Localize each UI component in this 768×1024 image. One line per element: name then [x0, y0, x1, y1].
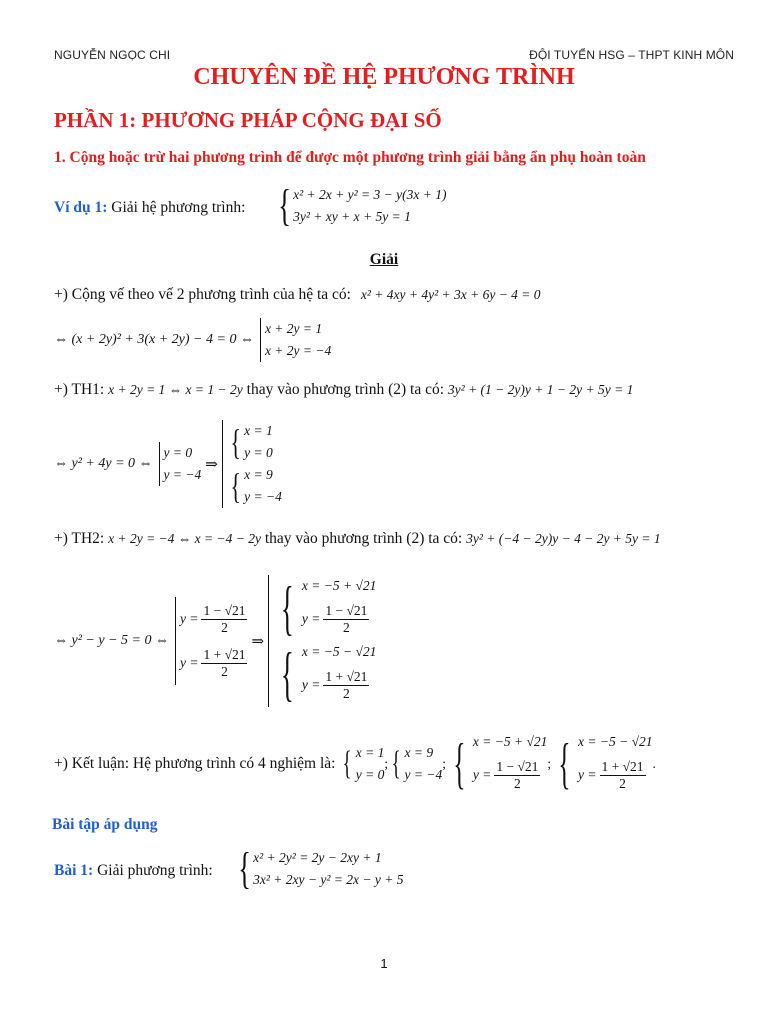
denominator: 2: [221, 663, 228, 679]
sol1-y: y = 0: [355, 767, 385, 782]
th2-y2: [180, 641, 248, 685]
th2-s2x: x = −5 − √21: [301, 644, 377, 659]
step2-case2: x + 2y = −4: [264, 343, 332, 358]
fraction: [600, 759, 646, 791]
th2-arrow: ⇒: [251, 633, 265, 650]
numerator: 1 − √21: [203, 602, 246, 618]
sol4-y: [578, 753, 652, 797]
exercise1-label: Bài 1:: [54, 862, 94, 879]
sol2-y: y = −4: [404, 767, 443, 782]
sol2-x: x = 9: [404, 745, 434, 760]
th1-res-eq: ⇔ y² + 4y = 0 ⇔: [54, 456, 153, 471]
th1-s2y: y = −4: [244, 489, 282, 504]
th2-y2-frac: [201, 647, 247, 679]
example-system: [274, 181, 447, 230]
exercise1-system: [234, 844, 404, 893]
numerator: 1 − √21: [496, 758, 539, 774]
step2-cases: [260, 318, 331, 362]
system-brace: {: [278, 181, 291, 230]
th2-s1x: x = −5 + √21: [301, 578, 377, 593]
brace: {: [391, 745, 401, 782]
th2-result: [54, 566, 376, 716]
y-prefix: y =: [578, 767, 597, 782]
period: .: [652, 756, 656, 771]
page-number: 1: [380, 956, 388, 971]
th2-text: thay vào phương trình (2) ta có:: [264, 530, 463, 547]
brace: {: [230, 466, 241, 506]
th1-y2: y = −4: [163, 467, 202, 482]
separator: ;: [547, 756, 552, 771]
th2-res-eq: ⇔ y² − y − 5 = 0 ⇔: [54, 633, 169, 648]
denominator: 2: [343, 619, 350, 635]
th1-label: +) TH1:: [54, 381, 105, 398]
y-prefix: y =: [472, 767, 492, 782]
exercise1-eq2: 3x² + 2xy − y² = 2x − y + 5: [253, 872, 404, 887]
y-prefix: y =: [301, 677, 321, 692]
th1-result: [54, 418, 282, 510]
brace: {: [343, 745, 353, 782]
brace: {: [453, 733, 466, 795]
y-prefix: y =: [179, 655, 199, 670]
step2: [54, 318, 331, 362]
exercise1-text: Giải phương trình:: [97, 862, 213, 879]
header-team: ĐỘI TUYỂN HSG – THPT KINH MÔN: [529, 48, 734, 62]
example-intro: [54, 199, 245, 217]
th2-solutions: [268, 575, 376, 707]
th1-solutions: [222, 420, 282, 508]
document-title: CHUYÊN ĐỀ HỆ PHƯƠNG TRÌNH: [193, 64, 575, 90]
fraction: [323, 603, 369, 635]
brace: {: [280, 575, 294, 641]
th2-y1: [180, 597, 248, 641]
exercise1-eq1: x² + 2y² = 2y − 2xy + 1: [253, 850, 382, 865]
step1: [54, 286, 541, 304]
denominator: 2: [343, 685, 350, 701]
th1-line: [54, 381, 633, 399]
th2-cond: x + 2y = −4 ⇔ x = −4 − 2y: [108, 531, 261, 546]
th2-y1-frac: [201, 603, 247, 635]
denominator: 2: [221, 619, 228, 635]
y-prefix: y =: [301, 611, 321, 626]
denominator: 2: [619, 775, 626, 791]
system-brace: {: [238, 844, 251, 893]
brace: {: [558, 733, 571, 795]
th2-sol2: [273, 641, 376, 707]
th1-text: thay vào phương trình (2) ta có:: [246, 381, 445, 398]
numerator: 1 − √21: [325, 602, 368, 618]
fraction: [494, 759, 540, 791]
part-heading: PHẦN 1: PHƯƠNG PHÁP CỘNG ĐẠI SỐ: [54, 108, 442, 132]
conclusion: [54, 728, 656, 800]
th1-sol2: [227, 464, 282, 508]
numerator: 1 + √21: [601, 758, 644, 774]
section-heading: 1. Cộng hoặc trừ hai phương trình để được một phương trình giải bằng ẩn phụ hoàn toàn: [54, 149, 646, 166]
sol1-x: x = 1: [355, 745, 385, 760]
th2-line: [54, 530, 661, 548]
step2-case1: x + 2y = 1: [264, 321, 323, 336]
step1-eq: x² + 4xy + 4y² + 3x + 6y − 4 = 0: [360, 287, 541, 302]
conclusion-sol1: [339, 742, 384, 786]
separator: ;: [384, 756, 389, 771]
th1-sol1: [227, 420, 282, 464]
separator: ;: [442, 756, 446, 771]
th1-arrow: ⇒: [205, 456, 218, 473]
example-eq1: x² + 2x + y² = 3 − y(3x + 1): [293, 187, 447, 202]
th2-eq: 3y² + (−4 − 2y)y − 4 − 2y + 5y = 1: [466, 531, 661, 546]
conclusion-sol4: [551, 731, 652, 797]
conclusion-sol3: [446, 731, 547, 797]
th2-sol1: [273, 575, 376, 641]
example-label: Ví dụ 1:: [54, 199, 108, 216]
example-eq2: 3y² + xy + x + 5y = 1: [293, 209, 411, 224]
example-text: Giải hệ phương trình:: [111, 199, 246, 216]
brace: {: [280, 641, 294, 707]
y-prefix: y =: [179, 611, 199, 626]
solution-heading: Giải: [369, 251, 399, 268]
th1-y1: y = 0: [163, 445, 193, 460]
conclusion-text: +) Kết luận: Hệ phương trình có 4 nghiệm là:: [54, 755, 336, 772]
th1-s2x: x = 9: [244, 467, 273, 482]
step1-text: +) Cộng vế theo vế 2 phương trình của hệ ta có:: [54, 286, 351, 303]
conclusion-sol2: [388, 742, 442, 786]
sol3-y: [473, 753, 547, 797]
numerator: 1 + √21: [325, 668, 368, 684]
exercise1-intro: [54, 862, 213, 880]
th2-ycases: [175, 597, 248, 685]
sol4-x: x = −5 − √21: [578, 734, 653, 749]
step2-eq: ⇔ (x + 2y)² + 3(x + 2y) − 4 = 0 ⇔: [54, 332, 254, 347]
brace: {: [230, 422, 241, 462]
th1-cond: x + 2y = 1 ⇔ x = 1 − 2y: [108, 382, 243, 397]
th2-label: +) TH2:: [54, 530, 105, 547]
th1-s1y: y = 0: [244, 445, 273, 460]
fraction: [323, 669, 369, 701]
th2-s2y: [302, 663, 376, 707]
numerator: 1 + √21: [203, 646, 246, 662]
th1-ycases: [159, 442, 202, 486]
th2-s1y: [302, 597, 376, 641]
sol3-x: x = −5 + √21: [472, 734, 548, 749]
th1-s1x: x = 1: [244, 423, 273, 438]
header-author: NGUYỄN NGỌC CHI: [54, 48, 171, 62]
denominator: 2: [514, 775, 521, 791]
th1-eq: 3y² + (1 − 2y)y + 1 − 2y + 5y = 1: [447, 382, 634, 397]
exercises-heading: Bài tập áp dụng: [52, 816, 158, 833]
